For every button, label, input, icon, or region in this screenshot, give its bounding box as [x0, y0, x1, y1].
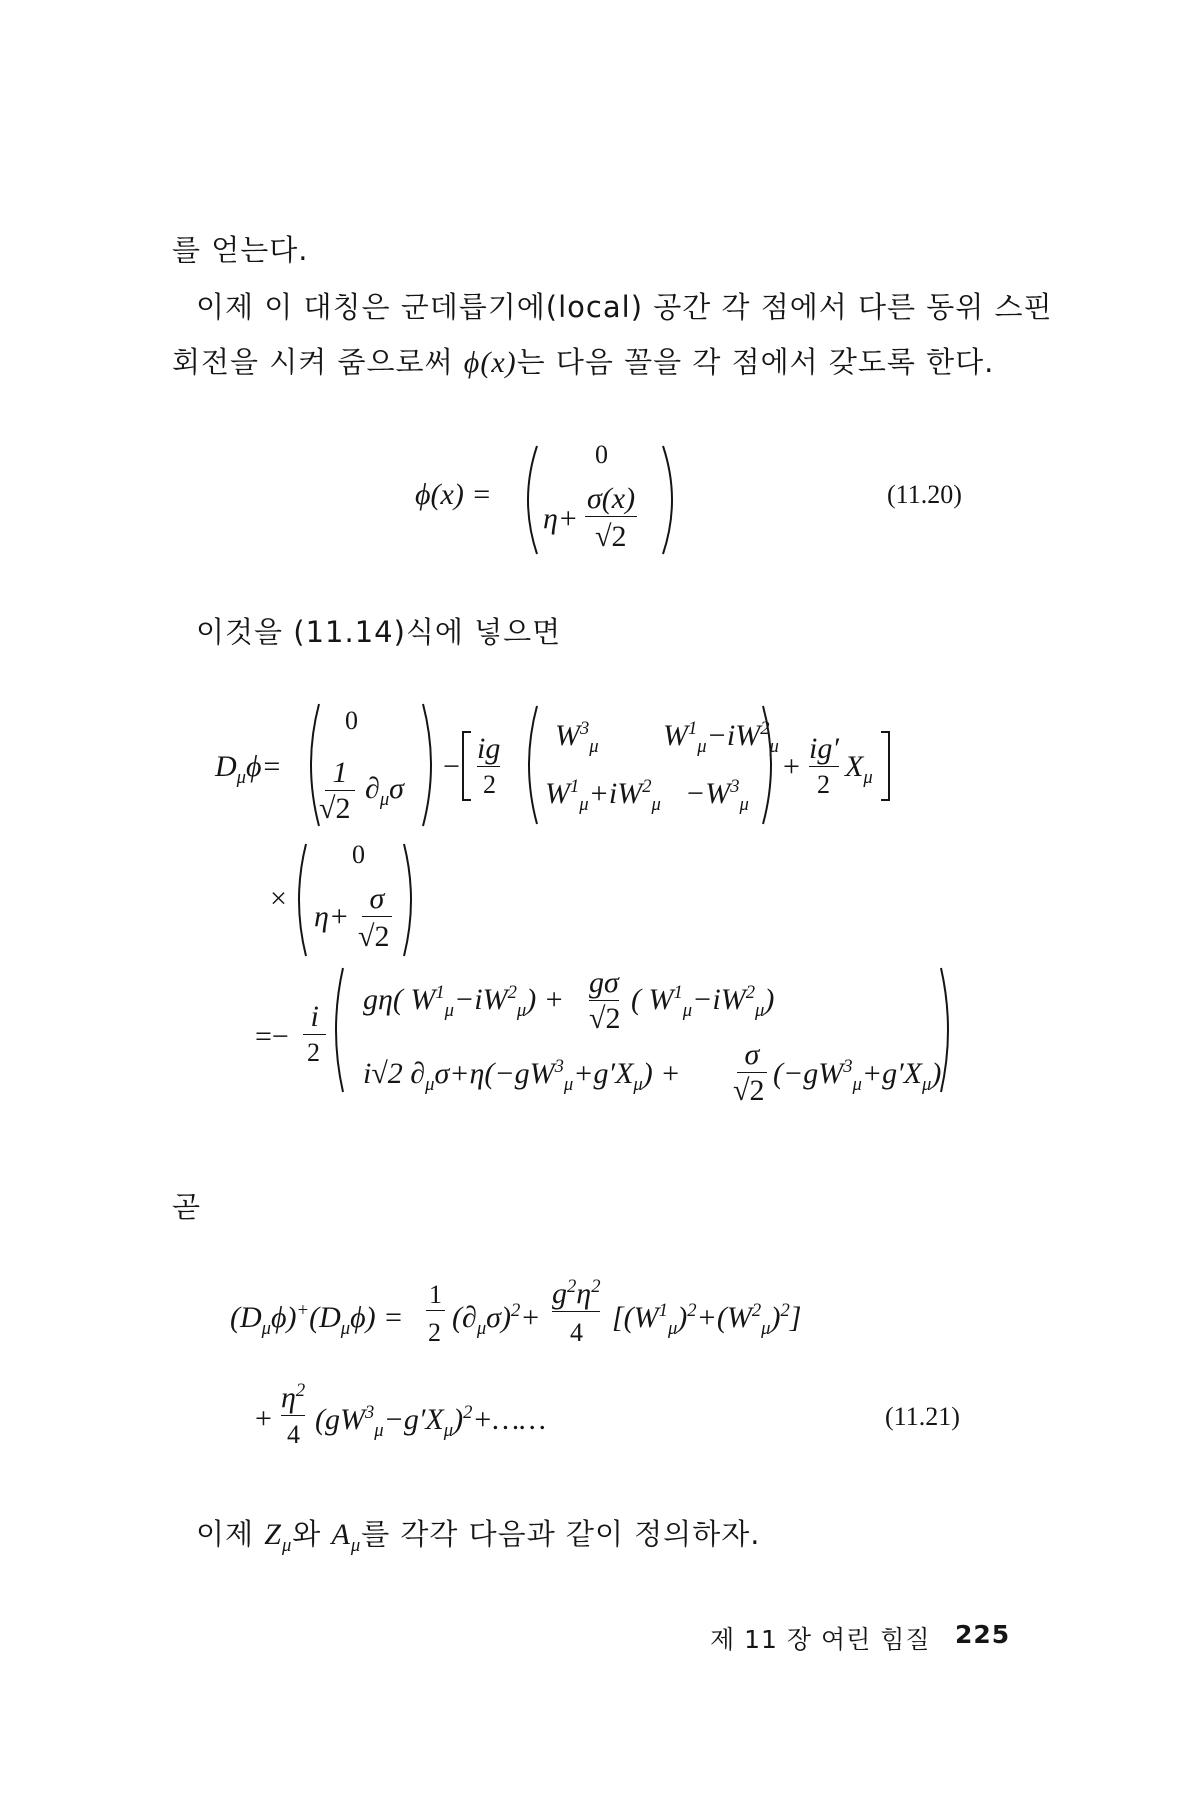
text-line-1: 를 얻는다. — [172, 233, 309, 267]
equation-11-21-line2: + $\eta^2$ 4 $(gW^3_\mu-g'X_\mu)^2+\dots\dots$ — [255, 1380, 546, 1449]
chapter-footer: 제 11 장 여린 힘질 — [710, 1625, 931, 1654]
text-line-3: 회전을 시켜 줌으로써 ϕ(x)는 다음 꼴을 각 점에서 갖도록 한다. — [172, 345, 995, 379]
equation-label-11-21: (11.21) — [885, 1402, 960, 1431]
text-line-2: 이제 이 대칭은 군데릅기에(local) 공간 각 점에서 다른 동위 스핀 — [196, 290, 1053, 324]
text-line-6: 이제 $Z_\mu$와 $A_\mu$를 각각 다음과 같이 정의하자. — [196, 1517, 761, 1556]
equation-covariant-derivative: $D_\mu\phi=$ 0 1 √2 $\partial_\mu\sigma$ − ig 2 $W^3_\mu$ $W^1_\mu-iW^2_\mu$ $W^1_\mu+iW^2_\mu$ $-W^3_\mu$ + ig′ 2 $X_\mu$ — [215, 700, 915, 830]
text-line-5: 곧 — [172, 1190, 202, 1224]
equation-times-vector: × 0 η+ σ √2 — [270, 840, 430, 960]
page-number: 225 — [955, 1620, 1011, 1649]
equation-11-20: ϕ(x) = 0 η+ σ(x) √2 — [415, 440, 675, 560]
equation-label-11-20: (11.20) — [887, 480, 962, 509]
equation-11-21-line1: $(D_\mu\phi)^+(D_\mu\phi)$ = 1 2 $(\partial_\mu\sigma)^2+$ $g^2\eta^2$ 4 $[(W^1_\mu)^2+(W^2_\mu)^2]$ — [230, 1276, 802, 1347]
equation-result: =− i 2 gη( $W^1_\mu-iW^2_\mu$) + gσ √2 ( $W^1_\mu-iW^2_\mu$) i√2 $\partial_\mu\sigma+\eta(-gW^3_\mu+g'X_\mu)$ + σ √2 $(-gW^3_\mu+g'X_\mu)$ — [255, 960, 975, 1100]
text-line-4: 이것을 (11.14)식에 넣으면 — [196, 615, 562, 649]
